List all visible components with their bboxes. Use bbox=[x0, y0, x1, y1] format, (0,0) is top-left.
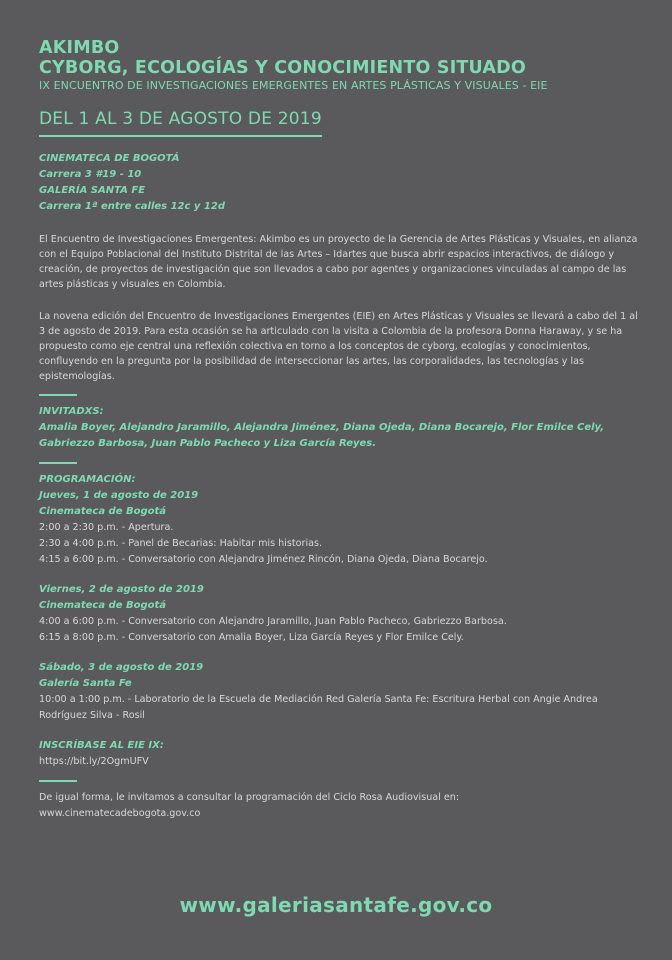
closing-text: De igual forma, le invitamos a consultar la programación del Ciclo Rosa Audiovisual en: bbox=[39, 792, 460, 803]
day-date: Sábado, 3 de agosto de 2019 bbox=[39, 662, 204, 673]
schedule-item: 2:00 a 2:30 p.m. - Apertura. bbox=[39, 522, 174, 533]
day-date: Viernes, 2 de agosto de 2019 bbox=[39, 584, 204, 595]
venue-name-galeria: GALERÍA SANTA FE bbox=[39, 185, 146, 196]
program-day-2 bbox=[39, 582, 640, 646]
day-venue: Cinemateca de Bogotá bbox=[39, 600, 167, 611]
guests-heading: INVITADXS: bbox=[39, 406, 104, 417]
title-line-1: AKIMBO bbox=[39, 38, 120, 58]
title-line-2: CYBORG, ECOLOGÍAS Y CONOCIMIENTO SITUADO bbox=[39, 58, 526, 78]
day-date: Jueves, 1 de agosto de 2019 bbox=[39, 490, 199, 501]
description-paragraph: La novena edición del Encuentro de Investigaciones Emergentes (EIE) en Artes Plásticas y Visuales se llevará a cabo del 1 al 3 de agosto de 2019. Para esta ocasión se ha articulado con la visita a Colombia de la profesora Donna Haraway, y se ha propuesto como eje central una reflexión colectiva en torno a los conceptos de cyborg, ecologías y conocimientos, confluyendo en la pregunta por la posibilidad de interseccionar las artes, las corporalidades, las tecnologías y las epistemologías. bbox=[39, 311, 638, 382]
venues bbox=[39, 151, 640, 215]
intro-paragraph: El Encuentro de Investigaciones Emergentes: Akimbo es un proyecto de la Gerencia de Artes Plásticas y Visuales, en alianza con el Equipo Poblacional del Instituto Distrital de las Artes – Idartes que busca abrir espacios interactivos, de diálogo y creación, de proyectos de investigación que son llevados a cabo por agentes y organizaciones vinculadas al campo de las artes plásticas y visuales en Colombia. bbox=[39, 234, 638, 290]
venue-name-cinemateca: CINEMATECA DE BOGOTÁ bbox=[39, 153, 180, 164]
schedule-item: 6:15 a 8:00 p.m. - Conversatorio con Amalia Boyer, Liza García Reyes y Flor Emilce Cely. bbox=[39, 632, 464, 643]
program-day-1 bbox=[39, 488, 640, 568]
day-venue: Galería Santa Fe bbox=[39, 678, 132, 689]
signup-link[interactable]: https://bit.ly/2OgmUFV bbox=[39, 756, 149, 767]
event-dates: DEL 1 AL 3 DE AGOSTO DE 2019 bbox=[39, 108, 322, 137]
schedule-item: 4:00 a 6:00 p.m. - Conversatorio con Alejandro Jaramillo, Juan Pablo Pacheco, Gabriezzo Barbosa. bbox=[39, 616, 507, 627]
divider bbox=[39, 780, 77, 782]
schedule-item: 4:15 a 6:00 p.m. - Conversatorio con Alejandra Jiménez Rincón, Diana Ojeda, Diana Bocarejo. bbox=[39, 554, 488, 565]
subtitle: IX ENCUENTRO DE INVESTIGACIONES EMERGENTES EN ARTES PLÁSTICAS Y VISUALES - EIE bbox=[39, 79, 548, 92]
footer-url[interactable]: www.galeriasantafe.gov.co bbox=[179, 893, 493, 917]
signup-heading: INSCRÍBASE AL EIE IX: bbox=[39, 740, 164, 751]
program-day-3 bbox=[39, 660, 640, 724]
divider bbox=[39, 462, 77, 464]
venue-address-cinemateca: Carrera 3 #19 - 10 bbox=[39, 169, 142, 180]
schedule-item: 2:30 a 4:00 p.m. - Panel de Becarias: Habitar mis historias. bbox=[39, 538, 323, 549]
venue-address-galeria: Carrera 1ª entre calles 12c y 12d bbox=[39, 201, 225, 212]
divider bbox=[39, 394, 77, 396]
day-venue: Cinemateca de Bogotá bbox=[39, 506, 167, 517]
program-heading: PROGRAMACIÓN: bbox=[39, 474, 136, 485]
cinemateca-link[interactable]: www.cinematecadebogota.gov.co bbox=[39, 808, 201, 819]
schedule-item: 10:00 a 1:00 p.m. - Laboratorio de la Escuela de Mediación Red Galería Santa Fe: Escritura Herbal con Angie Andrea Rodríguez Silva - Rosil bbox=[39, 694, 598, 721]
guests-list: Amalia Boyer, Alejandro Jaramillo, Alejandra Jiménez, Diana Ojeda, Diana Bocarejo, Flor Emilce Cely, Gabriezzo Barbosa, Juan Pablo Pacheco y Liza García Reyes. bbox=[39, 422, 605, 449]
